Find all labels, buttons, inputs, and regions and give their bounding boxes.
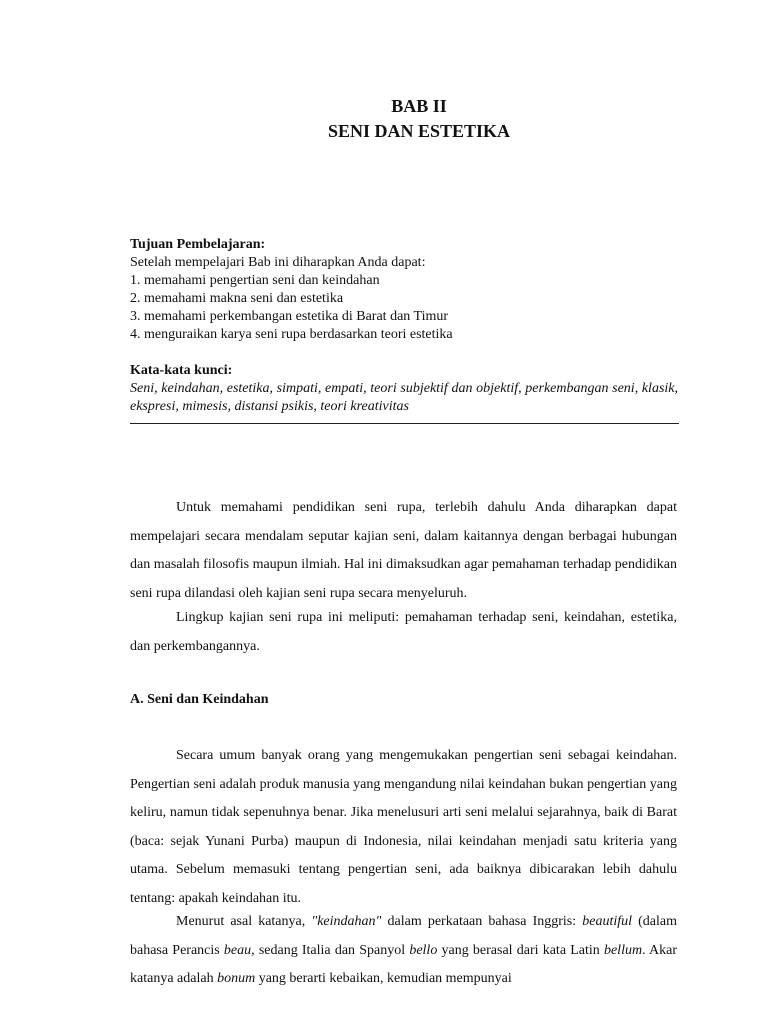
objective-item: 3. memahami perkembangan estetika di Barat dan Timur — [130, 309, 449, 324]
paragraph-intro — [130, 494, 677, 608]
term-keindahan: "keindahan" — [311, 914, 382, 929]
objective-item: 1. memahami pengertian seni dan keindahan — [130, 273, 380, 288]
objectives-heading: Tujuan Pembelajaran: — [130, 237, 266, 252]
chapter-number: BAB II — [391, 96, 447, 116]
paragraph-text — [130, 908, 677, 994]
learning-objectives — [130, 236, 678, 344]
paragraph-scope — [130, 604, 677, 661]
objectives-intro: Setelah mempelajari Bab ini diharapkan Anda dapat: — [130, 255, 426, 270]
keywords-heading: Kata-kata kunci: — [130, 363, 233, 378]
paragraph-text: Secara umum banyak orang yang mengemukakan pengertian seni sebagai keindahan. Pengertian seni adalah produk manusia yang mengandung nilai keindahan bukan pengertian yang keliru, namun tidak sepenuhnya benar. Jika menelusuri arti seni melalui sejarahnya, baik di Barat (baca: sejak Yunani Purba) maupun di Indonesia, nilai keindahan menjadi satu kriteria yang utama. Sebelum memasuki tentang pengertian seni, ada baiknya dibicarakan lebih dahulu tentang: apakah keindahan itu. — [130, 748, 677, 906]
text-run: , sedang Italia dan Spanyol — [251, 942, 410, 958]
chapter-title: SENI DAN ESTETIKA — [327, 121, 511, 141]
term-bellum: bellum — [603, 942, 643, 958]
text-run: yang berasal dari kata Latin — [437, 942, 604, 958]
text-run: dalam perkataan bahasa Inggris: — [381, 914, 583, 929]
paragraph-etymology — [130, 908, 677, 994]
paragraph-art-beauty — [130, 742, 677, 913]
text-run: (dalam bahasa Perancis — [130, 914, 677, 958]
objective-item: 2. memahami makna seni dan estetika — [130, 291, 344, 306]
term-bonum: bonum — [217, 971, 256, 986]
paragraph-text: Lingkup kajian seni rupa ini meliputi: pemahaman terhadap seni, keindahan, estetika, dan perkembangannya. — [130, 610, 677, 654]
keywords-list: Seni, keindahan, estetika, simpati, empati, teori subjektif dan objektif, perkembangan seni, klasik, ekspresi, mimesis, distansi psikis, teori kreativitas — [130, 381, 678, 414]
horizontal-divider — [130, 423, 679, 424]
text-run: yang berarti kebaikan, kemudian mempunyai — [255, 971, 512, 986]
text-run: Menurut asal katanya, — [176, 914, 312, 929]
term-beau: beau — [223, 942, 252, 958]
text-run: . Akar katanya adalah — [130, 942, 677, 986]
section-heading: A. Seni dan Keindahan — [130, 692, 269, 707]
objective-item: 4. menguraikan karya seni rupa berdasarkan teori estetika — [130, 327, 453, 342]
keywords-section — [130, 362, 678, 416]
term-beautiful: beautiful — [582, 914, 633, 929]
term-bello: bello — [409, 942, 438, 958]
paragraph-text: Untuk memahami pendidikan seni rupa, terlebih dahulu Anda diharapkan dapat mempelajari secara mendalam seputar kajian seni, dalam kaitannya dengan berbagai hubungan dan masalah filosofis maupun ilmiah. Hal ini dimaksudkan agar pemahaman terhadap pendidikan seni rupa dilandasi oleh kajian seni rupa secara menyeluruh. — [130, 500, 677, 601]
